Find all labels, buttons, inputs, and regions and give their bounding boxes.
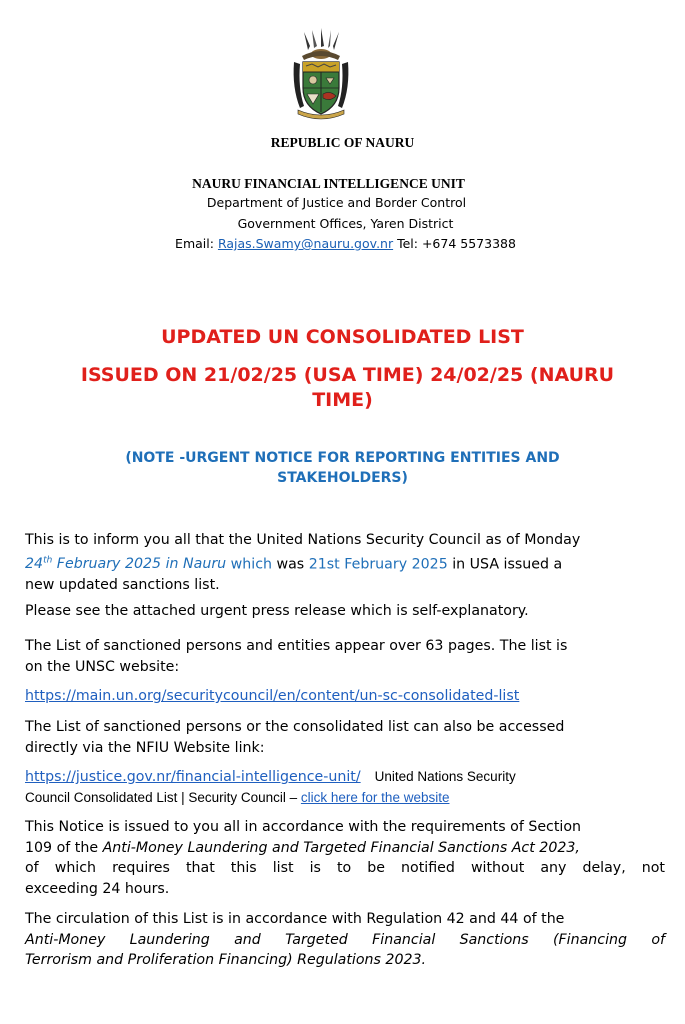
title-line-1: UPDATED UN CONSOLIDATED LIST	[161, 326, 524, 348]
regulations-line-1: The circulation of this List is in accordance with Regulation 42 and 44 of the	[25, 911, 565, 927]
paragraph-list-pages	[25, 636, 665, 677]
intro-line-1: This is to inform you all that the United Nations Security Council as of Monday	[25, 532, 581, 548]
title-line-3: TIME)	[312, 389, 373, 411]
regulations-line-2: Anti-Money Laundering and Targeted Financial Sanctions (Financing of	[25, 931, 665, 948]
nfiu-website-link[interactable]: https://justice.gov.nr/financial-intelligence-unit/	[25, 769, 361, 785]
section-line-3: of which requires that this list is to be notified without any delay, not	[25, 860, 665, 876]
nauru-date-suffix: th	[43, 555, 53, 566]
paragraph-nfiu-link	[25, 767, 665, 807]
un-security-text: United Nations Security	[374, 769, 516, 784]
contact-line	[3, 236, 685, 251]
press-release-text: Please see the attached urgent press release which is self-explanatory.	[25, 603, 529, 619]
paragraph-section-109	[25, 817, 665, 899]
act-name: Anti-Money Laundering and Targeted Financial Sanctions Act 2023,	[102, 839, 580, 856]
unsc-consolidated-list-link[interactable]: https://main.un.org/securitycouncil/en/content/un-sc-consolidated-list	[25, 688, 520, 704]
intro-line-3: new updated sanctions list.	[25, 576, 220, 593]
click-here-website-link[interactable]: click here for the website	[300, 789, 450, 805]
section-line-2	[25, 838, 665, 859]
nauru-date	[25, 556, 226, 572]
nauru-date-rest: February 2025 in Nauru	[52, 556, 227, 573]
council-list-text: Council Consolidated List | Security Council –	[25, 789, 301, 805]
intro-line-2	[25, 551, 665, 575]
section-line-1: This Notice is issued to you all in accordance with the requirements of Section	[25, 819, 582, 835]
department-line: Department of Justice and Border Control	[206, 195, 467, 210]
section-line-4: exceeding 24 hours.	[25, 880, 170, 897]
section-line-2-start: 109 of the	[25, 839, 103, 856]
email-link[interactable]: Rajas.Swamy@nauru.gov.nr	[217, 236, 394, 251]
paragraph-regulations	[25, 909, 665, 971]
nauru-coat-of-arms-icon	[290, 28, 352, 120]
unit-heading: NAURU FINANCIAL INTELLIGENCE UNIT	[192, 176, 465, 191]
list-pages-line-2: on the UNSC website:	[25, 658, 180, 675]
nfiu-line-2: directly via the NFIU Website link:	[25, 739, 265, 756]
which-word: which	[226, 556, 272, 573]
note-line-1: (NOTE -URGENT NOTICE FOR REPORTING ENTITIES AND	[125, 450, 560, 466]
list-pages-line-1: The List of sanctioned persons and entities appear over 63 pages. The list is	[25, 638, 568, 654]
regulations-line-3: Terrorism and Proliferation Financing) Regulations 2023.	[25, 952, 427, 968]
usa-date: 21st February 2025	[308, 556, 448, 573]
note-line-2: STAKEHOLDERS)	[277, 470, 408, 486]
paragraph-intro	[25, 530, 665, 595]
was-word: was	[272, 556, 309, 573]
paragraph-unsc-link	[25, 686, 665, 707]
email-label: Email:	[175, 236, 214, 251]
nauru-date-day: 24	[25, 556, 44, 573]
paragraph-nfiu	[25, 717, 665, 758]
nfiu-line-1: The List of sanctioned persons or the consolidated list can also be accessed	[25, 719, 565, 735]
title-line-2: ISSUED ON 21/02/25 (USA TIME) 24/02/25 (NAURU	[80, 364, 615, 386]
republic-heading: REPUBLIC OF NAURU	[270, 135, 415, 150]
intro-line-2-end: in USA issued a	[447, 556, 563, 573]
offices-line: Government Offices, Yaren District	[237, 216, 454, 231]
paragraph-press-release	[25, 601, 665, 622]
tel-number: Tel: +674 5573388	[397, 236, 516, 251]
